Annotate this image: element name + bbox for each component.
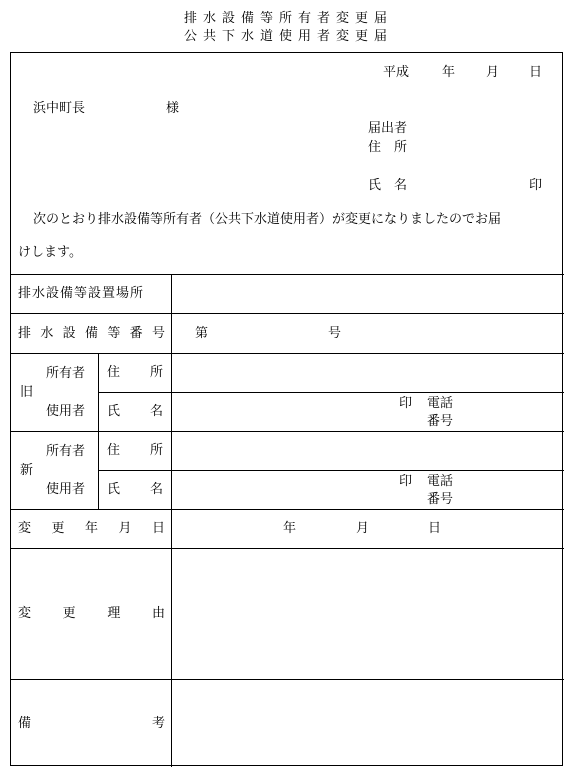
location-label: 排水設備等設置場所 <box>18 286 145 301</box>
applicant-name-label: 氏 名 <box>368 178 408 193</box>
old-name-label: 氏 名 <box>107 404 163 419</box>
change-date-day: 日 <box>428 521 442 536</box>
new-label: 新 <box>20 463 34 478</box>
remarks-label: 備 考 <box>18 716 165 731</box>
form-subtitle: 公共下水道使用者変更届 <box>183 29 393 44</box>
date-era: 平成 <box>383 65 410 80</box>
new-seal: 印 <box>399 474 413 489</box>
old-phone-label: 電話 <box>427 396 454 411</box>
row-divider <box>11 548 564 549</box>
old-user-label: 使用者 <box>46 404 86 419</box>
old-owner-label: 所有者 <box>46 366 86 381</box>
old-label: 旧 <box>20 385 34 400</box>
old-address-label: 住 所 <box>107 365 163 380</box>
new-phone-label-2: 番号 <box>427 492 454 507</box>
row-divider <box>11 509 564 510</box>
new-owner-label: 所有者 <box>46 444 86 459</box>
change-reason-label: 変 更 理 由 <box>18 606 165 621</box>
change-date-month: 月 <box>356 521 370 536</box>
equipment-number-prefix: 第 <box>195 326 209 341</box>
change-date-year: 年 <box>283 521 297 536</box>
row-divider <box>98 392 564 393</box>
row-divider <box>11 313 564 314</box>
date-day-label: 日 <box>529 65 543 80</box>
addressee-honorific: 様 <box>166 101 180 116</box>
new-phone-label: 電話 <box>427 474 454 489</box>
new-address-label: 住 所 <box>107 443 163 458</box>
applicant-seal: 印 <box>529 178 543 193</box>
old-seal: 印 <box>399 396 413 411</box>
new-name-label: 氏 名 <box>107 482 163 497</box>
equipment-number-label: 排 水 設 備 等 番 号 <box>18 326 165 341</box>
addressee: 浜中町長 <box>33 101 86 116</box>
row-divider <box>98 470 564 471</box>
label-column-divider <box>171 274 172 767</box>
row-divider <box>11 679 564 680</box>
role-column-divider <box>98 353 99 509</box>
statement-line-2: けします。 <box>18 245 82 260</box>
change-date-label: 変 更 年 月 日 <box>18 521 165 536</box>
date-month-label: 月 <box>486 65 500 80</box>
statement-line-1: 次のとおり排水設備等所有者（公共下水道使用者）が変更になりましたのでお届 <box>33 212 502 227</box>
applicant-label: 届出者 <box>368 121 408 136</box>
form-title: 排水設備等所有者変更届 <box>183 11 393 26</box>
applicant-address-label: 住 所 <box>368 140 408 155</box>
old-phone-label-2: 番号 <box>427 414 454 429</box>
row-divider <box>11 431 564 432</box>
row-divider <box>11 353 564 354</box>
date-year-label: 年 <box>442 65 456 80</box>
new-user-label: 使用者 <box>46 482 86 497</box>
form-frame <box>10 52 563 766</box>
equipment-number-suffix: 号 <box>328 326 342 341</box>
row-divider <box>11 274 564 275</box>
